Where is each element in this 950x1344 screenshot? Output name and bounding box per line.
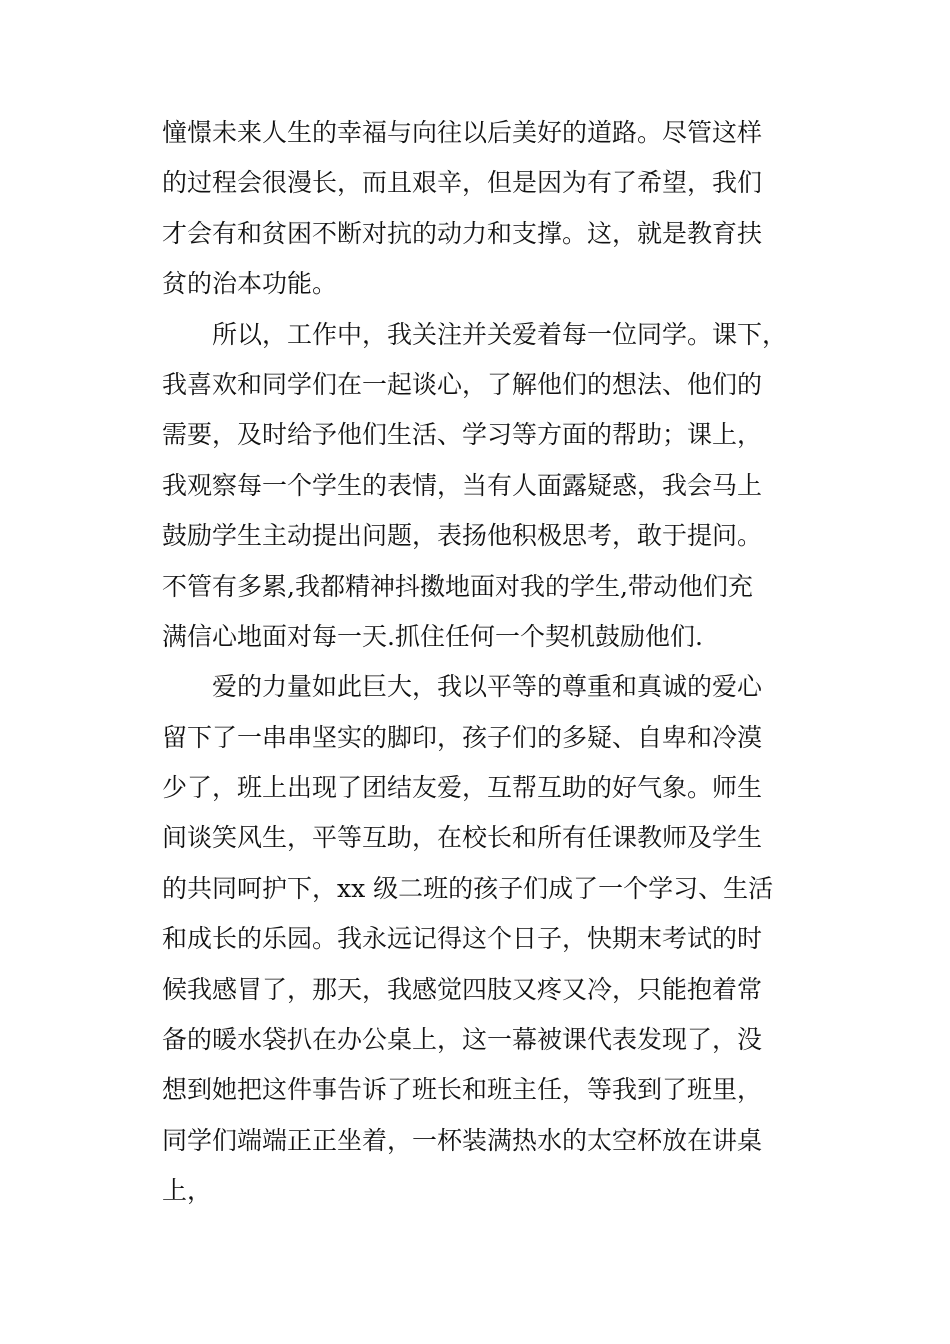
- text-line: 和成长的乐园。我永远记得这个日子，快期末考试的时: [162, 924, 763, 954]
- text-line: 的共同呵护下，xx 级二班的孩子们成了一个学习、生活: [162, 873, 774, 903]
- paragraph-1: [162, 108, 822, 310]
- text-line: 想到她把这件事告诉了班长和班主任，等我到了班里，: [162, 1075, 763, 1105]
- text-line: 憧憬未来人生的幸福与向往以后美好的道路。尽管这样: [162, 118, 763, 147]
- document-body: [162, 108, 822, 1217]
- text-line: 贫的治本功能。: [162, 269, 338, 299]
- text-line: 同学们端端正正坐着，一杯装满热水的太空杯放在讲桌: [162, 1125, 763, 1155]
- paragraph-3: [162, 662, 822, 1216]
- text-line: 少了，班上出现了团结友爱，互帮互助的好气象。师生: [162, 773, 763, 803]
- text-line: 我喜欢和同学们在一起谈心，了解他们的想法、他们的: [162, 369, 763, 399]
- text-line: 所以，工作中，我关注并关爱着每一位同学。课下，: [212, 319, 788, 349]
- text-line: 我观察每一个学生的表情，当有人面露疑惑，我会马上: [162, 470, 763, 500]
- text-line: 满信心地面对每一天.抓住任何一个契机鼓励他们.: [162, 621, 703, 651]
- text-line: 爱的力量如此巨大，我以平等的尊重和真诚的爱心: [212, 672, 763, 702]
- text-line: 备的暖水袋扒在办公桌上，这一幕被课代表发现了，没: [162, 1025, 763, 1055]
- text-line: 鼓励学生主动提出问题，表扬他积极思考，敢于提问。: [162, 521, 763, 551]
- text-line: 需要，及时给予他们生活、学习等方面的帮助；课上，: [162, 420, 763, 450]
- text-line: 间谈笑风生，平等互助，在校长和所有任课教师及学生: [162, 823, 763, 853]
- text-line: 的过程会很漫长，而且艰辛，但是因为有了希望，我们: [162, 168, 763, 198]
- text-line: 不管有多累,我都精神抖擞地面对我的学生,带动他们充: [162, 571, 753, 601]
- text-line: 才会有和贫困不断对抗的动力和支撑。这，就是教育扶: [162, 218, 763, 248]
- paragraph-2: [162, 310, 822, 663]
- text-line: 上，: [162, 1176, 213, 1206]
- text-line: 留下了一串串坚实的脚印，孩子们的多疑、自卑和冷漠: [162, 722, 763, 752]
- text-line: 候我感冒了，那天，我感觉四肢又疼又冷，只能抱着常: [162, 974, 763, 1004]
